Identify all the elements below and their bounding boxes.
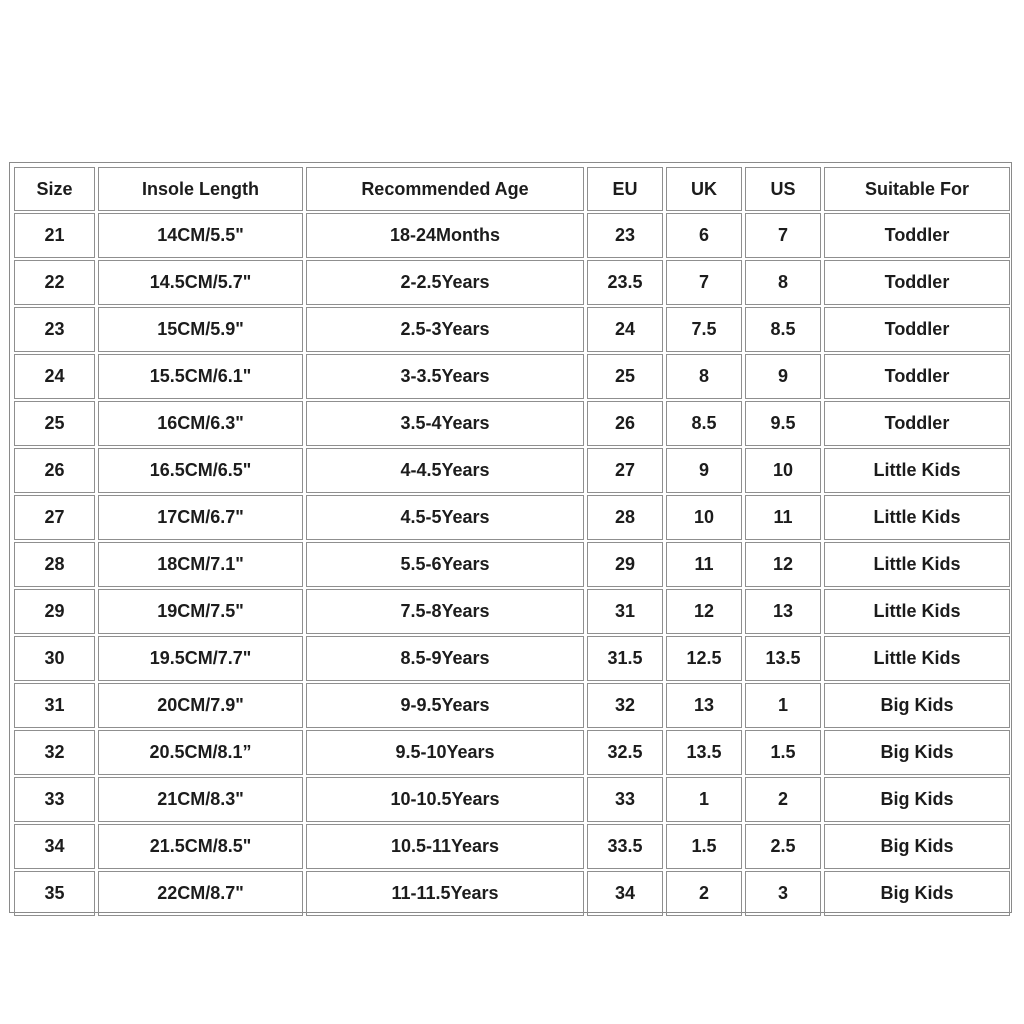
cell-suitable-for: Toddler	[824, 354, 1010, 399]
cell-us: 2.5	[745, 824, 821, 869]
cell-insole-length: 20CM/7.9"	[98, 683, 303, 728]
cell-eu: 27	[587, 448, 663, 493]
cell-uk: 13	[666, 683, 742, 728]
table-row	[14, 871, 1010, 916]
cell-us: 8.5	[745, 307, 821, 352]
cell-suitable-for: Big Kids	[824, 871, 1010, 916]
cell-suitable-for: Big Kids	[824, 683, 1010, 728]
cell-size: 27	[14, 495, 95, 540]
cell-eu: 32.5	[587, 730, 663, 775]
cell-us: 8	[745, 260, 821, 305]
table-header-row	[14, 167, 1010, 211]
cell-uk: 7	[666, 260, 742, 305]
cell-size: 31	[14, 683, 95, 728]
cell-recommended-age: 4-4.5Years	[306, 448, 584, 493]
cell-suitable-for: Toddler	[824, 213, 1010, 258]
cell-us: 13.5	[745, 636, 821, 681]
cell-size: 26	[14, 448, 95, 493]
table-row	[14, 495, 1010, 540]
cell-recommended-age: 11-11.5Years	[306, 871, 584, 916]
cell-us: 9.5	[745, 401, 821, 446]
header-insole-length: Insole Length	[98, 167, 303, 211]
cell-uk: 1.5	[666, 824, 742, 869]
cell-insole-length: 16CM/6.3"	[98, 401, 303, 446]
cell-eu: 23.5	[587, 260, 663, 305]
header-eu: EU	[587, 167, 663, 211]
cell-recommended-age: 4.5-5Years	[306, 495, 584, 540]
cell-us: 13	[745, 589, 821, 634]
cell-recommended-age: 3.5-4Years	[306, 401, 584, 446]
cell-insole-length: 21CM/8.3"	[98, 777, 303, 822]
header-size: Size	[14, 167, 95, 211]
cell-insole-length: 18CM/7.1"	[98, 542, 303, 587]
cell-suitable-for: Big Kids	[824, 777, 1010, 822]
cell-insole-length: 15CM/5.9"	[98, 307, 303, 352]
cell-recommended-age: 5.5-6Years	[306, 542, 584, 587]
cell-us: 3	[745, 871, 821, 916]
cell-uk: 12	[666, 589, 742, 634]
cell-us: 1	[745, 683, 821, 728]
table-row	[14, 307, 1010, 352]
header-us: US	[745, 167, 821, 211]
cell-eu: 25	[587, 354, 663, 399]
cell-us: 7	[745, 213, 821, 258]
cell-insole-length: 22CM/8.7"	[98, 871, 303, 916]
table-row	[14, 777, 1010, 822]
table-row	[14, 401, 1010, 446]
cell-recommended-age: 10-10.5Years	[306, 777, 584, 822]
cell-eu: 31	[587, 589, 663, 634]
cell-recommended-age: 8.5-9Years	[306, 636, 584, 681]
cell-eu: 28	[587, 495, 663, 540]
cell-recommended-age: 9-9.5Years	[306, 683, 584, 728]
table-row	[14, 448, 1010, 493]
cell-size: 23	[14, 307, 95, 352]
cell-eu: 33	[587, 777, 663, 822]
cell-size: 33	[14, 777, 95, 822]
cell-size: 24	[14, 354, 95, 399]
table-row	[14, 260, 1010, 305]
table-row	[14, 542, 1010, 587]
cell-suitable-for: Toddler	[824, 260, 1010, 305]
cell-us: 12	[745, 542, 821, 587]
cell-suitable-for: Toddler	[824, 307, 1010, 352]
cell-insole-length: 19CM/7.5"	[98, 589, 303, 634]
cell-recommended-age: 7.5-8Years	[306, 589, 584, 634]
cell-eu: 32	[587, 683, 663, 728]
cell-us: 9	[745, 354, 821, 399]
cell-insole-length: 19.5CM/7.7"	[98, 636, 303, 681]
table-row	[14, 636, 1010, 681]
cell-size: 32	[14, 730, 95, 775]
cell-insole-length: 20.5CM/8.1”	[98, 730, 303, 775]
cell-size: 22	[14, 260, 95, 305]
cell-suitable-for: Little Kids	[824, 589, 1010, 634]
cell-uk: 10	[666, 495, 742, 540]
cell-uk: 8.5	[666, 401, 742, 446]
header-suitable-for: Suitable For	[824, 167, 1010, 211]
cell-insole-length: 15.5CM/6.1"	[98, 354, 303, 399]
header-recommended-age: Recommended Age	[306, 167, 584, 211]
cell-recommended-age: 3-3.5Years	[306, 354, 584, 399]
table-row	[14, 354, 1010, 399]
cell-insole-length: 21.5CM/8.5"	[98, 824, 303, 869]
cell-uk: 6	[666, 213, 742, 258]
cell-size: 35	[14, 871, 95, 916]
cell-eu: 26	[587, 401, 663, 446]
cell-recommended-age: 18-24Months	[306, 213, 584, 258]
table-row	[14, 730, 1010, 775]
cell-uk: 2	[666, 871, 742, 916]
cell-recommended-age: 2.5-3Years	[306, 307, 584, 352]
size-chart	[9, 162, 1012, 913]
cell-uk: 11	[666, 542, 742, 587]
cell-suitable-for: Little Kids	[824, 542, 1010, 587]
cell-uk: 12.5	[666, 636, 742, 681]
cell-uk: 8	[666, 354, 742, 399]
table-row	[14, 683, 1010, 728]
cell-eu: 34	[587, 871, 663, 916]
cell-suitable-for: Big Kids	[824, 824, 1010, 869]
cell-insole-length: 14CM/5.5"	[98, 213, 303, 258]
cell-eu: 24	[587, 307, 663, 352]
cell-eu: 31.5	[587, 636, 663, 681]
table-row	[14, 589, 1010, 634]
cell-suitable-for: Big Kids	[824, 730, 1010, 775]
cell-uk: 7.5	[666, 307, 742, 352]
cell-insole-length: 17CM/6.7"	[98, 495, 303, 540]
cell-recommended-age: 9.5-10Years	[306, 730, 584, 775]
cell-eu: 29	[587, 542, 663, 587]
cell-size: 34	[14, 824, 95, 869]
cell-eu: 33.5	[587, 824, 663, 869]
cell-uk: 13.5	[666, 730, 742, 775]
cell-uk: 9	[666, 448, 742, 493]
cell-suitable-for: Little Kids	[824, 636, 1010, 681]
cell-size: 30	[14, 636, 95, 681]
cell-size: 29	[14, 589, 95, 634]
cell-size: 25	[14, 401, 95, 446]
cell-insole-length: 16.5CM/6.5"	[98, 448, 303, 493]
cell-size: 21	[14, 213, 95, 258]
cell-suitable-for: Toddler	[824, 401, 1010, 446]
size-chart-table	[11, 165, 1013, 918]
cell-size: 28	[14, 542, 95, 587]
cell-recommended-age: 10.5-11Years	[306, 824, 584, 869]
cell-eu: 23	[587, 213, 663, 258]
cell-uk: 1	[666, 777, 742, 822]
cell-us: 10	[745, 448, 821, 493]
cell-suitable-for: Little Kids	[824, 448, 1010, 493]
header-uk: UK	[666, 167, 742, 211]
cell-us: 2	[745, 777, 821, 822]
cell-us: 11	[745, 495, 821, 540]
table-row	[14, 824, 1010, 869]
cell-insole-length: 14.5CM/5.7"	[98, 260, 303, 305]
cell-us: 1.5	[745, 730, 821, 775]
cell-suitable-for: Little Kids	[824, 495, 1010, 540]
table-row	[14, 213, 1010, 258]
cell-recommended-age: 2-2.5Years	[306, 260, 584, 305]
